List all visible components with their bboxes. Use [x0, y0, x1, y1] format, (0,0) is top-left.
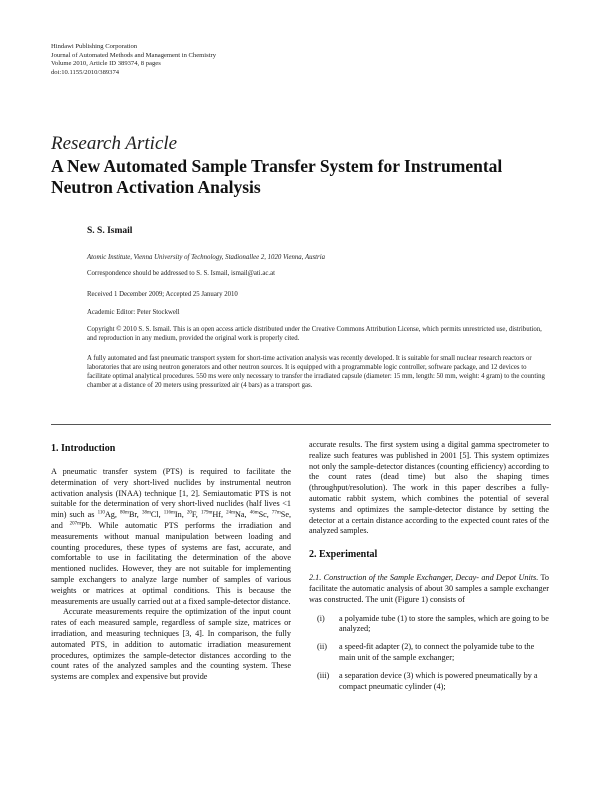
- intro-paragraph-2: Accurate measurements require the optimization of the input count rates of each measured sample, regardless of sample size, matrices or irradiation, and measuring techniques [3, 4]. In comparison, the fully automated PTS, in addition to automatic irradiation measurement procedures, optimizes the sample-detector distances according to the count rates of the analyzed samples and the counting system. These systems are complex and expensive but provide: [51, 607, 291, 682]
- intro-paragraph-continued: accurate results. The first system using a digital gamma spectrometer to realize such features was published in 2001 [5]. This system optimizes not only the sample-detector distances (counting efficiency) according to the count rates (dead time) but also the shaping times (throughput/resolution). The work in this paper describes a fully-automatic rabbit system, which combines the potential of several systems and optimizes the sample-detector distance by setting the detector at a certain distance according to the expected count rates of the analyzed samples.: [309, 440, 549, 536]
- isotope-list: [98, 510, 291, 519]
- copyright: Copyright © 2010 S. S. Ismail. This is an open access article distributed under the Creative Commons Attribution License, which permits unrestricted use, distribution, and reproduction in any medium, provided the original work is properly cited.: [87, 326, 542, 342]
- section-divider: [51, 424, 551, 425]
- list-item: (i) a polyamide tube (1) to store the samples, which are going to be analyzed;: [317, 613, 549, 634]
- section-heading-experimental: 2. Experimental: [309, 549, 378, 561]
- isotope-mass: 77m: [271, 510, 281, 516]
- isotope-mass: 110: [97, 510, 105, 516]
- list-item: (ii) a speed-fit adapter (2), to connect the polyamide tube to the main unit of the sample exchanger;: [317, 642, 535, 662]
- section-heading-introduction: 1. Introduction: [51, 443, 116, 454]
- doi-link[interactable]: doi:10.1155/2010/389374: [51, 68, 120, 76]
- volume-line: Volume 2010, Article ID 389374, 8 pages: [51, 60, 161, 68]
- abstract: A fully automated and fast pneumatic transport system for short-time activation analysis was recently developed. It is suitable for small nuclear research reactors or laboratories that are using neutron generators and other neutron sources. It is equipped with a programmable logic controller, software package, and 12 devices to facilitate optimal analytical procedures. 550 ms were only necessary to transfer the irradiated capsule (diameter: 15 mm, length: 50 mm, weight: 4 gram) to the counting chamber at a distance of 20 meters using pressurized air (4 bars) as a transport gas.: [87, 355, 545, 389]
- isotope-element: Br,: [128, 510, 142, 520]
- isotope-element: Se,: [280, 510, 292, 520]
- isotope-mass: 46m: [249, 510, 259, 516]
- isotope-element: F,: [191, 510, 201, 520]
- affiliation: Atomic Institute, Vienna University of Technology, Stadionallee 2, 1020 Vienna, Austria: [87, 254, 325, 261]
- isotope-mass: 38m: [141, 510, 151, 516]
- journal-name: Journal of Automated Methods and Management in Chemistry: [51, 51, 216, 59]
- journal-header: [51, 43, 216, 77]
- right-column: [309, 440, 549, 699]
- article-kind: Research Article: [51, 133, 178, 154]
- academic-editor: Academic Editor: Peter Stockwell: [87, 309, 180, 316]
- list-item: (iii) a separation device (3) which is powered pneumatically by a compact pneumatic cylinder (4);: [317, 670, 538, 691]
- isotope-element: Ag,: [104, 510, 121, 520]
- publisher-line: Hindawi Publishing Corporation: [51, 43, 138, 50]
- isotope-mass: 80m: [120, 510, 129, 516]
- isotope-mass: 24m: [226, 510, 235, 516]
- author-name: S. S. Ismail: [87, 226, 133, 236]
- dates: Received 1 December 2009; Accepted 25 January 2010: [87, 291, 238, 298]
- isotope-mass: 20: [186, 510, 192, 516]
- isotope-element: Na,: [235, 510, 250, 520]
- isotope-element: Cl,: [150, 510, 164, 520]
- paper-title: A New Automated Sample Transfer System for Instrumental Neutron Activation Analysis: [51, 156, 503, 197]
- isotope-mass: 179m: [200, 510, 213, 516]
- correspondence: Correspondence should be addressed to S. S. Ismail, ismail@ati.ac.at: [87, 270, 276, 277]
- component-list: [309, 614, 549, 693]
- intro-paragraph-1: A pneumatic transfer system (PTS) is required to facilitate the determination of very short-lived nuclides by instrumental neutron activation analysis (INAA) technique [1, 2]. Semiautomatic PTS is not suitable for the determination of very short-lived nuclides (half lives <1 min) such as $^{110}$Ag, $^{80m}$Br, $^{38m}$Cl, $^{116m}$In, $^{20}$F, $^{179m}$Hf, $^{24m}$Na, $^{46m}$Sc, $^{77m}$Se, and $^{207m}$Pb. While automatic PTS performs the irradiation and measurements without manual manipulation between loading and counting procedures, these types of systems are fast, accurate, and comfortable to use in facilitating the determination of the above mentioned nuclides. However, they are not suitable for implementing sample exchangers to analyze large number of samples of various weights or matrices at optimal conditions. This is because the measurements are usually carried out at a fixed sample-detector distance.: [51, 467, 292, 606]
- isotope-element: In,: [174, 510, 187, 520]
- isotope-mass: 116m: [163, 510, 175, 516]
- isotope-element: Sc,: [258, 510, 272, 520]
- left-column: [51, 440, 291, 683]
- isotope-element: Hf,: [212, 510, 227, 520]
- subsection-2-1: 2.1. Construction of the Sample Exchanger, Decay- and Depot Units. To facilitate the automatic analysis of about 30 samples a sample exchanger was constructed. The unit (Figure 1) consists of: [309, 573, 550, 604]
- subsection-title: 2.1. Construction of the Sample Exchanger, Decay- and Depot Units.: [309, 573, 539, 583]
